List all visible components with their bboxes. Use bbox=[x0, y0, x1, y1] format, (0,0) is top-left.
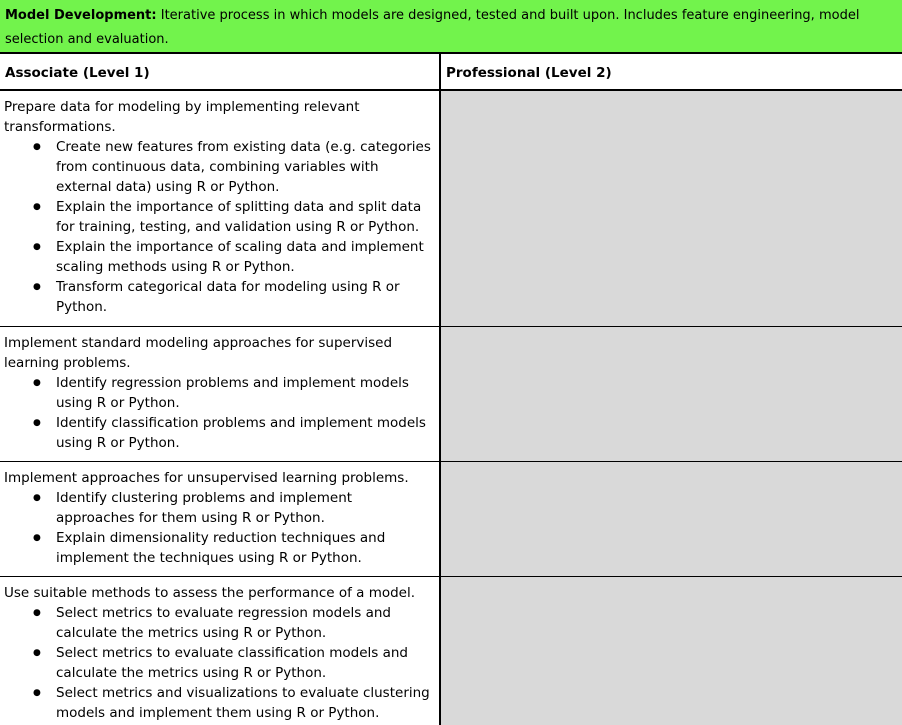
table-header-row bbox=[0, 54, 902, 90]
associate-competency-cell bbox=[0, 90, 440, 326]
associate-competency-cell bbox=[0, 576, 440, 725]
section-title: Model Development: bbox=[5, 8, 157, 23]
bullet-item: ● Identify regression problems and implement models using R or Python. bbox=[56, 373, 433, 413]
table-row bbox=[0, 461, 902, 576]
bullet-item: ● Select metrics to evaluate regression models and calculate the metrics using R or Python. bbox=[56, 603, 433, 643]
competency-bullet-list bbox=[4, 373, 433, 453]
bullet-item: ● Select metrics to evaluate classification models and calculate the metrics using R or Python. bbox=[56, 643, 433, 683]
bullet-item: ● Explain dimensionality reduction techniques and implement the techniques using R or Python. bbox=[56, 528, 433, 568]
competency-intro: Implement approaches for unsupervised learning problems. bbox=[4, 469, 409, 486]
bullet-item: ● Create new features from existing data (e.g. categories from continuous data, combining variables with external data) using R or Python. bbox=[56, 137, 433, 197]
professional-empty-cell bbox=[440, 461, 902, 576]
professional-empty-cell bbox=[440, 326, 902, 461]
competency-intro: Implement standard modeling approaches for supervised learning problems. bbox=[4, 334, 393, 371]
table-row bbox=[0, 576, 902, 725]
competency-table bbox=[0, 54, 902, 725]
professional-empty-cell bbox=[440, 576, 902, 725]
bullet-item: ● Select metrics and visualizations to evaluate clustering models and implement them using R or Python. bbox=[56, 683, 433, 723]
professional-empty-cell bbox=[440, 90, 902, 326]
column-header-professional-level-2: Professional (Level 2) bbox=[440, 54, 902, 90]
associate-competency-cell bbox=[0, 326, 440, 461]
section-description: Iterative process in which models are designed, tested and built upon. Includes feature engineering, model selection and evaluation. bbox=[5, 8, 860, 47]
section-banner bbox=[0, 0, 902, 54]
competency-bullet-list bbox=[4, 137, 433, 317]
bullet-item: ● Identify clustering problems and implement approaches for them using R or Python. bbox=[56, 488, 433, 528]
competency-bullet-list bbox=[4, 488, 433, 568]
table-row bbox=[0, 90, 902, 326]
bullet-item: ● Explain the importance of splitting data and split data for training, testing, and validation using R or Python. bbox=[56, 197, 433, 237]
bullet-item: ● Explain the importance of scaling data and implement scaling methods using R or Python. bbox=[56, 237, 433, 277]
bullet-item: ● Transform categorical data for modeling using R or Python. bbox=[56, 277, 433, 317]
associate-competency-cell bbox=[0, 461, 440, 576]
competency-intro: Prepare data for modeling by implementing relevant transformations. bbox=[4, 99, 360, 135]
bullet-item: ● Identify classification problems and implement models using R or Python. bbox=[56, 413, 433, 453]
competency-bullet-list bbox=[4, 603, 433, 723]
column-header-associate-level-1: Associate (Level 1) bbox=[0, 54, 440, 90]
table-row bbox=[0, 326, 902, 461]
competency-intro: Use suitable methods to assess the performance of a model. bbox=[4, 584, 416, 601]
